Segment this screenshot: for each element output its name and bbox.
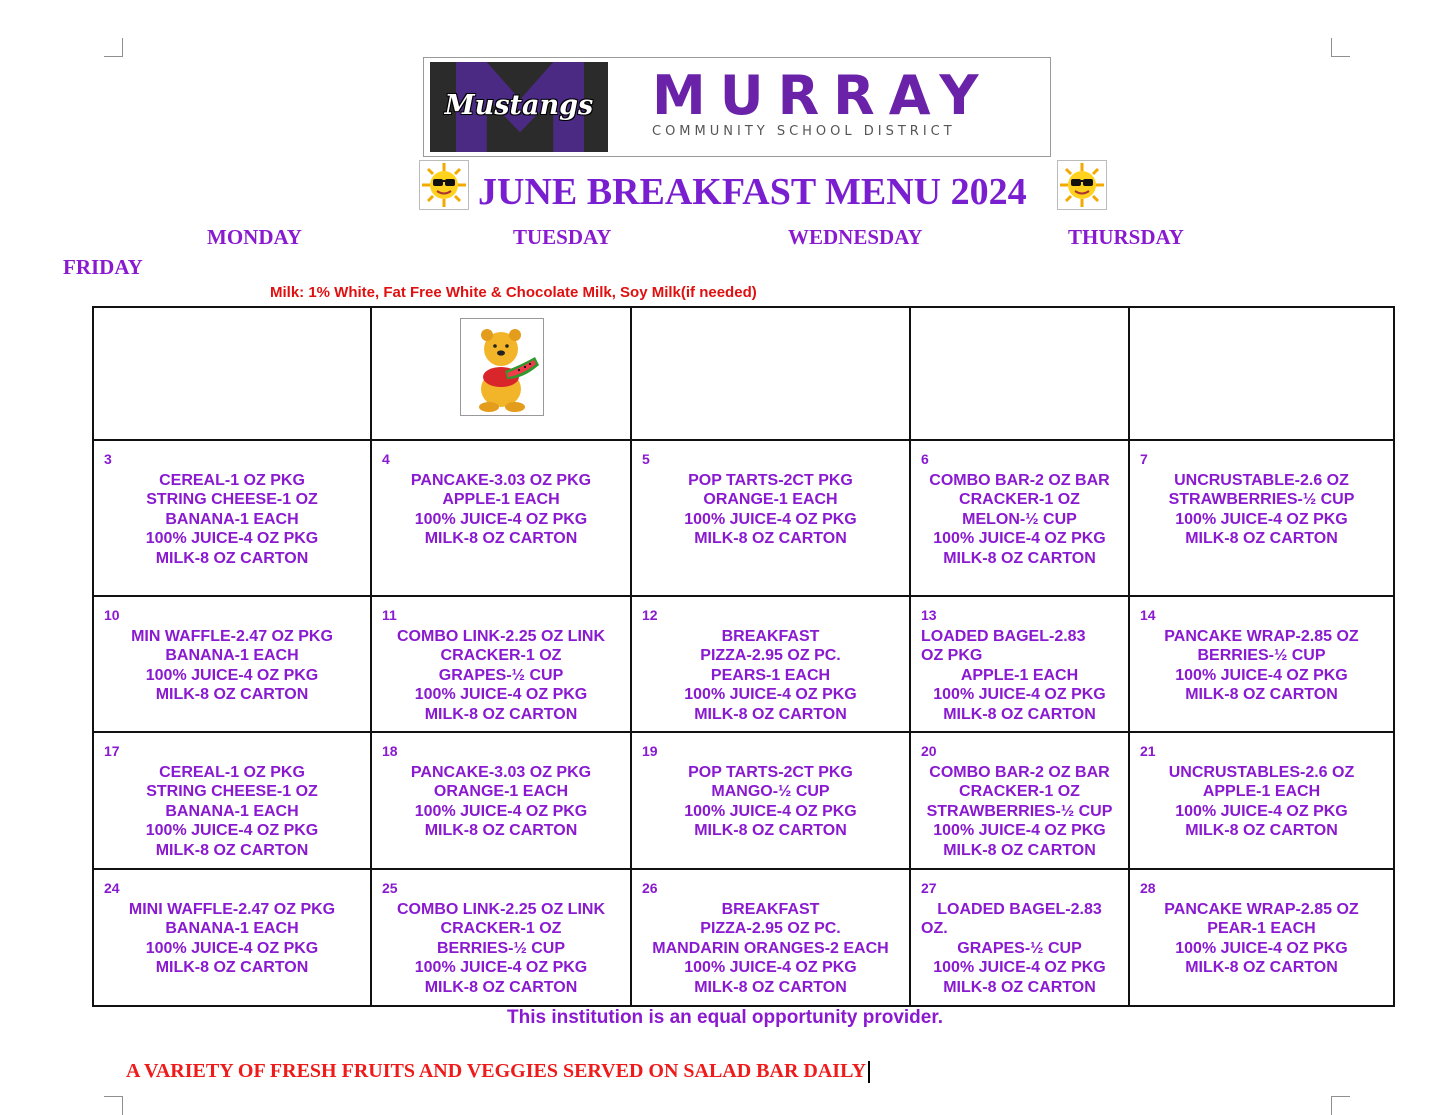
day-cell (1129, 869, 1394, 1006)
menu-item: MILK-8 OZ CARTON (943, 549, 1096, 567)
day-header-thursday: THURSDAY (1068, 225, 1184, 249)
menu-item: MILK-8 OZ CARTON (694, 705, 847, 723)
menu-item: MILK-8 OZ CARTON (155, 686, 309, 704)
date-number: 25 (382, 880, 398, 896)
menu-item: 100% JUICE-4 OZ PKG (414, 959, 588, 977)
menu-item: MILK-8 OZ CARTON (694, 978, 847, 996)
date-number: 6 (921, 451, 929, 467)
day-cell (631, 869, 910, 1006)
week-row (93, 440, 1394, 596)
day-header-tuesday: TUESDAY (513, 225, 612, 249)
menu-item: BANANA-1 EACH (165, 510, 299, 528)
menu-item: MILK-8 OZ CARTON (424, 822, 578, 840)
menu-item: 100% JUICE-4 OZ PKG (933, 822, 1106, 840)
sun-sunglasses-icon (419, 160, 469, 210)
menu-item: OZ PKG (921, 647, 983, 665)
day-header-monday: MONDAY (207, 225, 302, 249)
menu-item: MILK-8 OZ CARTON (943, 978, 1096, 996)
day-header-friday: FRIDAY (63, 255, 143, 279)
menu-item: CRACKER-1 OZ (440, 920, 562, 938)
empty-cell (910, 307, 1129, 440)
day-cell (93, 869, 371, 1006)
menu-item: MILK-8 OZ CARTON (155, 841, 309, 859)
date-number: 27 (921, 880, 937, 896)
menu-item: PIZZA-2.95 OZ PC. (700, 647, 841, 665)
menu-items (94, 441, 370, 568)
day-cell (93, 596, 371, 732)
menu-items (94, 733, 370, 860)
menu-items (1130, 597, 1393, 705)
menu-item: 100% JUICE-4 OZ PKG (145, 822, 319, 840)
date-number: 26 (642, 880, 658, 896)
menu-item: APPLE-1 EACH (1202, 783, 1321, 801)
menu-item: 100% JUICE-4 OZ PKG (145, 530, 319, 548)
menu-item: MANDARIN ORANGES-2 EACH (652, 939, 889, 957)
table-row (93, 307, 1394, 440)
menu-item: OZ. (921, 920, 948, 938)
menu-items (632, 733, 909, 841)
menu-item: 100% JUICE-4 OZ PKG (1175, 939, 1348, 957)
menu-item: PEARS-1 EACH (710, 666, 831, 684)
day-header-wednesday: WEDNESDAY (788, 225, 923, 249)
menu-item: CRACKER-1 OZ (440, 647, 562, 665)
menu-items (94, 597, 370, 705)
menu-item: COMBO BAR-2 OZ BAR (929, 472, 1110, 489)
menu-item: CEREAL-1 OZ PKG (159, 764, 305, 781)
menu-item: COMBO BAR-2 OZ BAR (929, 764, 1110, 781)
date-number: 18 (382, 743, 398, 759)
day-cell (1129, 440, 1394, 596)
day-cell (1129, 596, 1394, 732)
menu-items (372, 870, 630, 997)
menu-item: MILK-8 OZ CARTON (155, 959, 309, 977)
menu-item: STRING CHEESE-1 OZ (146, 783, 318, 801)
menu-item: ORANGE-1 EACH (433, 783, 569, 801)
pooh-watermelon-image (460, 318, 544, 416)
menu-item: GRAPES-½ CUP (438, 666, 564, 684)
menu-item: 100% JUICE-4 OZ PKG (684, 510, 857, 528)
menu-item: PANCAKE WRAP-2.85 OZ (1164, 628, 1359, 645)
menu-item: GRAPES-½ CUP (957, 939, 1082, 957)
menu-items (372, 733, 630, 841)
menu-item: MANGO-½ CUP (711, 783, 830, 801)
menu-items (632, 597, 909, 724)
menu-items (911, 733, 1128, 860)
date-number: 17 (104, 743, 120, 759)
menu-items (632, 441, 909, 549)
menu-item: PEAR-1 EACH (1207, 920, 1316, 938)
clipart-cell (371, 307, 631, 440)
menu-item: 100% JUICE-4 OZ PKG (684, 802, 857, 820)
menu-item: 100% JUICE-4 OZ PKG (414, 686, 588, 704)
menu-item: BANANA-1 EACH (165, 802, 299, 820)
menu-item: 100% JUICE-4 OZ PKG (145, 939, 319, 957)
menu-item: 100% JUICE-4 OZ PKG (684, 686, 857, 704)
menu-item: CRACKER-1 OZ (959, 783, 1080, 801)
mascot-script-text: Mustangs (444, 90, 594, 121)
equal-opportunity-text: This institution is an equal opportunity provider. (507, 1007, 943, 1028)
district-subtitle: COMMUNITY SCHOOL DISTRICT (652, 124, 956, 139)
menu-item: STRAWBERRIES-½ CUP (926, 802, 1113, 820)
menu-item: COMBO LINK-2.25 OZ LINK (396, 628, 605, 645)
menu-item: APPLE-1 EACH (960, 666, 1079, 684)
menu-items (911, 870, 1128, 997)
date-number: 5 (642, 451, 650, 467)
empty-cell (1129, 307, 1394, 440)
menu-item: LOADED BAGEL-2.83 (937, 901, 1102, 918)
menu-item: PANCAKE WRAP-2.85 OZ (1164, 901, 1359, 918)
district-logo (423, 57, 1051, 157)
menu-items (1130, 870, 1393, 978)
week-row (93, 869, 1394, 1006)
week-row (93, 732, 1394, 869)
menu-item: BANANA-1 EACH (165, 647, 299, 665)
menu-item: MILK-8 OZ CARTON (694, 530, 847, 548)
menu-item: CEREAL-1 OZ PKG (159, 472, 305, 489)
menu-item: MILK-8 OZ CARTON (424, 978, 578, 996)
menu-item: MILK-8 OZ CARTON (694, 822, 847, 840)
date-number: 19 (642, 743, 658, 759)
day-cell (93, 732, 371, 869)
text-cursor (868, 1061, 870, 1083)
menu-item: MILK-8 OZ CARTON (943, 705, 1096, 723)
menu-item: MILK-8 OZ CARTON (1185, 822, 1338, 840)
menu-item: ORANGE-1 EACH (703, 491, 838, 509)
menu-item: MILK-8 OZ CARTON (943, 841, 1096, 859)
day-cell (1129, 732, 1394, 869)
menu-items (911, 597, 1128, 724)
menu-item: STRING CHEESE-1 OZ (146, 491, 318, 509)
day-cell (910, 596, 1129, 732)
date-number: 24 (104, 880, 120, 896)
crop-mark-top-left (104, 38, 123, 57)
day-cell (910, 440, 1129, 596)
date-number: 3 (104, 451, 112, 467)
menu-item: PANCAKE-3.03 OZ PKG (410, 764, 592, 781)
menu-item: MILK-8 OZ CARTON (424, 705, 578, 723)
crop-mark-top-right (1331, 38, 1350, 57)
menu-item: COMBO LINK-2.25 OZ LINK (396, 901, 605, 918)
menu-item: MILK-8 OZ CARTON (1185, 686, 1338, 704)
menu-item: STRAWBERRIES-½ CUP (1168, 491, 1355, 509)
menu-items (1130, 441, 1393, 549)
menu-item: 100% JUICE-4 OZ PKG (933, 686, 1106, 704)
day-cell (93, 440, 371, 596)
menu-item: PANCAKE-3.03 OZ PKG (410, 472, 592, 489)
salad-bar-text: A VARIETY OF FRESH FRUITS AND VEGGIES SERVED ON SALAD BAR DAILY (126, 1060, 867, 1082)
menu-item: CRACKER-1 OZ (959, 491, 1080, 509)
week-row (93, 596, 1394, 732)
menu-calendar-table (92, 306, 1395, 1007)
menu-item: BERRIES-½ CUP (436, 939, 566, 957)
district-name: MURRAY (652, 64, 993, 127)
menu-item: UNCRUSTABLE-2.6 OZ (1174, 472, 1349, 489)
day-cell (631, 440, 910, 596)
date-number: 7 (1140, 451, 1148, 467)
menu-item: BERRIES-½ CUP (1197, 647, 1326, 665)
menu-item: 100% JUICE-4 OZ PKG (933, 530, 1106, 548)
menu-item: PIZZA-2.95 OZ PC. (700, 920, 841, 938)
menu-item: 100% JUICE-4 OZ PKG (1175, 510, 1348, 528)
menu-item: 100% JUICE-4 OZ PKG (1175, 802, 1348, 820)
menu-items (372, 597, 630, 724)
mustangs-m-logo (430, 62, 608, 152)
sun-sunglasses-icon (1057, 160, 1107, 210)
menu-item: MILK-8 OZ CARTON (155, 549, 309, 567)
menu-item: 100% JUICE-4 OZ PKG (684, 959, 857, 977)
day-cell (371, 869, 631, 1006)
menu-item: 100% JUICE-4 OZ PKG (1175, 666, 1348, 684)
menu-items (372, 441, 630, 549)
menu-item: MILK-8 OZ CARTON (1185, 959, 1338, 977)
menu-items (632, 870, 909, 997)
date-number: 4 (382, 451, 390, 467)
menu-item: POP TARTS-2CT PKG (688, 764, 853, 781)
menu-item: BREAKFAST (721, 901, 820, 918)
crop-mark-bottom-right (1331, 1096, 1350, 1115)
date-number: 20 (921, 743, 937, 759)
menu-item: 100% JUICE-4 OZ PKG (145, 666, 319, 684)
date-number: 21 (1140, 743, 1156, 759)
equal-opportunity-statement (0, 1007, 1440, 1029)
date-number: 13 (921, 607, 937, 623)
menu-item: MELON-½ CUP (962, 510, 1077, 528)
menu-item: MILK-8 OZ CARTON (424, 530, 578, 548)
day-cell (371, 732, 631, 869)
menu-item: LOADED BAGEL-2.83 (921, 628, 1086, 645)
menu-items (94, 870, 370, 978)
menu-item: MIN WAFFLE-2.47 OZ PKG (131, 628, 333, 645)
date-number: 14 (1140, 607, 1156, 623)
menu-item: 100% JUICE-4 OZ PKG (414, 510, 588, 528)
day-cell (371, 440, 631, 596)
menu-item: UNCRUSTABLES-2.6 OZ (1168, 764, 1355, 781)
menu-item: 100% JUICE-4 OZ PKG (933, 959, 1106, 977)
day-cell (631, 596, 910, 732)
date-number: 11 (382, 607, 397, 623)
empty-cell (93, 307, 371, 440)
menu-item: POP TARTS-2CT PKG (688, 472, 853, 489)
day-cell (910, 869, 1129, 1006)
date-number: 10 (104, 607, 120, 623)
menu-item: BREAKFAST (721, 628, 820, 645)
date-number: 28 (1140, 880, 1156, 896)
date-number: 12 (642, 607, 658, 623)
crop-mark-bottom-left (104, 1096, 123, 1115)
menu-item: APPLE-1 EACH (442, 491, 560, 509)
empty-cell (631, 307, 910, 440)
menu-item: 100% JUICE-4 OZ PKG (414, 802, 588, 820)
day-cell (371, 596, 631, 732)
menu-item: MINI WAFFLE-2.47 OZ PKG (128, 901, 336, 918)
day-cell (910, 732, 1129, 869)
menu-title: JUNE BREAKFAST MENU 2024 (478, 171, 1027, 213)
salad-bar-note (126, 1060, 870, 1083)
menu-item: BANANA-1 EACH (165, 920, 299, 938)
menu-items (911, 441, 1128, 568)
day-cell (631, 732, 910, 869)
milk-note: Milk: 1% White, Fat Free White & Chocolate Milk, Soy Milk(if needed) (270, 284, 757, 301)
menu-items (1130, 733, 1393, 841)
menu-item: MILK-8 OZ CARTON (1185, 530, 1338, 548)
